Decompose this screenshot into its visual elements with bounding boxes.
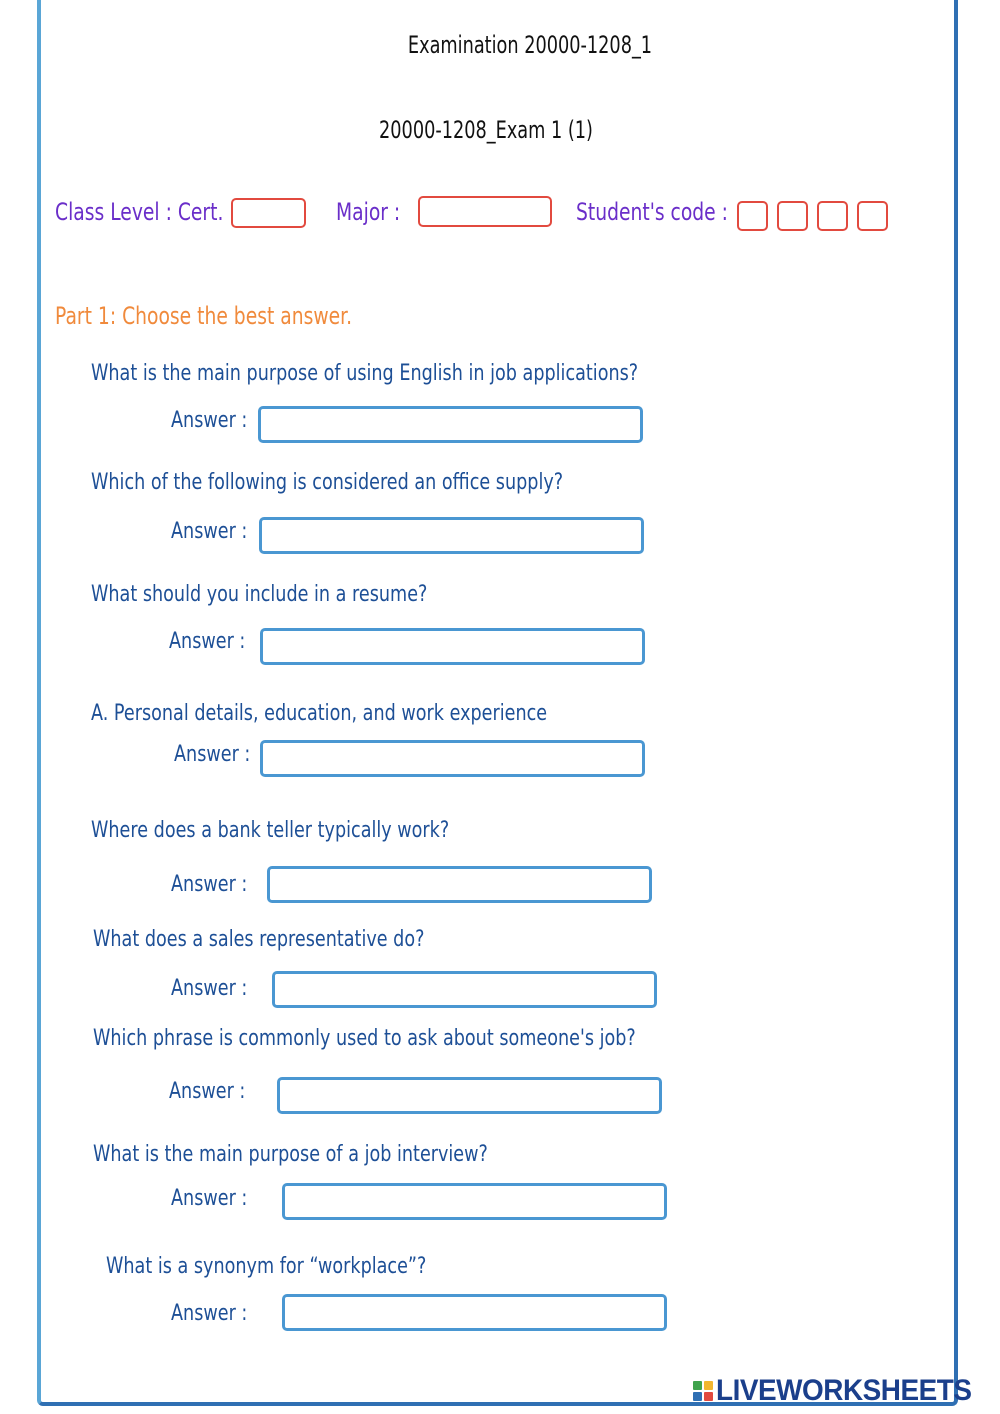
part-1-title: Part 1: Choose the best answer. xyxy=(55,302,353,330)
answer-input-6[interactable] xyxy=(272,971,657,1008)
student-code-digit-2[interactable] xyxy=(777,201,808,231)
class-level-input[interactable] xyxy=(231,198,306,228)
major-input[interactable] xyxy=(418,196,552,227)
question-9: What is a synonym for “workplace”? xyxy=(106,1254,427,1279)
answer-label-3: Answer : xyxy=(169,629,246,654)
liveworksheets-logo xyxy=(693,1374,991,1408)
student-code-digit-1[interactable] xyxy=(737,201,768,231)
answer-input-7[interactable] xyxy=(277,1077,662,1114)
major-label: Major : xyxy=(336,198,401,226)
question-4: A. Personal details, education, and work experience xyxy=(91,701,548,726)
answer-input-8[interactable] xyxy=(282,1183,667,1220)
answer-label-6: Answer : xyxy=(171,976,248,1001)
answer-label-4: Answer : xyxy=(174,742,251,767)
question-6: What does a sales representative do? xyxy=(93,927,425,952)
question-7: Which phrase is commonly used to ask about someone's job? xyxy=(93,1026,636,1051)
answer-input-4[interactable] xyxy=(260,740,645,777)
question-2: Which of the following is considered an office supply? xyxy=(91,470,564,495)
student-code-label: Student's code : xyxy=(576,198,728,226)
student-code-digit-3[interactable] xyxy=(817,201,848,231)
class-level-label: Class Level : Cert. xyxy=(55,198,224,226)
answer-input-1[interactable] xyxy=(258,406,643,443)
question-5: Where does a bank teller typically work? xyxy=(91,818,450,843)
answer-label-7: Answer : xyxy=(169,1079,246,1104)
answer-label-5: Answer : xyxy=(171,872,248,897)
liveworksheets-logo-text: LIVEWORKSHEETS xyxy=(716,1374,972,1407)
question-1: What is the main purpose of using English in job applications? xyxy=(91,361,639,386)
exam-title: Examination 20000-1208_1 xyxy=(407,31,653,59)
answer-label-9: Answer : xyxy=(171,1301,248,1326)
question-3: What should you include in a resume? xyxy=(91,582,428,607)
answer-input-3[interactable] xyxy=(260,628,645,665)
answer-input-5[interactable] xyxy=(267,866,652,903)
exam-subtitle: 20000-1208_Exam 1 (1) xyxy=(379,116,593,144)
answer-input-2[interactable] xyxy=(259,517,644,554)
answer-label-2: Answer : xyxy=(171,519,248,544)
answer-label-1: Answer : xyxy=(171,408,248,433)
liveworksheets-logo-icon xyxy=(693,1381,713,1401)
answer-input-9[interactable] xyxy=(282,1294,667,1331)
student-code-digit-4[interactable] xyxy=(857,201,888,231)
question-8: What is the main purpose of a job interview? xyxy=(93,1142,488,1167)
answer-label-8: Answer : xyxy=(171,1186,248,1211)
